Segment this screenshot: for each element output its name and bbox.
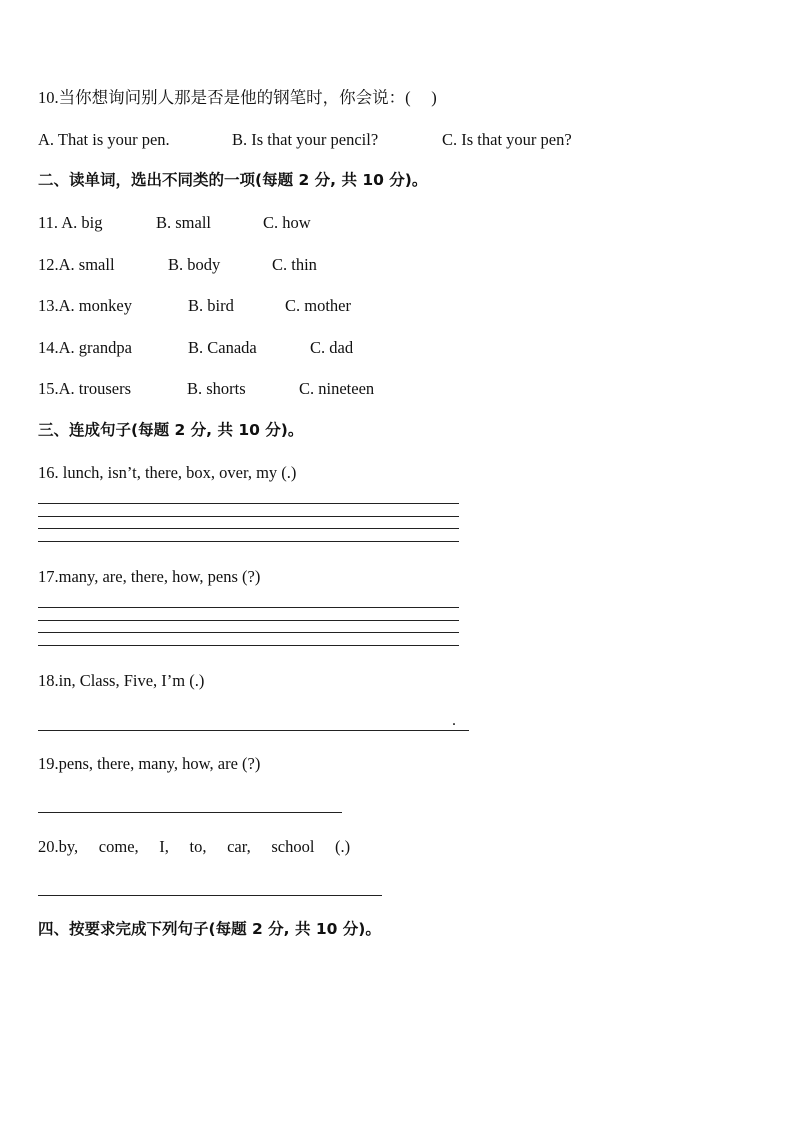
question-13-option-a: 13.A. monkey xyxy=(38,296,132,315)
answer-line xyxy=(38,503,459,504)
question-12-option-c: C. thin xyxy=(272,255,317,274)
question-17-words: 17.many, are, there, how, pens (?) xyxy=(38,567,261,586)
question-14 xyxy=(38,337,738,359)
answer-line xyxy=(38,541,459,542)
question-11-option-b: B. small xyxy=(156,213,212,232)
option-a: A. That is your pen. xyxy=(38,130,170,149)
question-14-option-c: C. dad xyxy=(310,338,354,357)
question-10-stem: 10.当你想询问别人那是否是他的钢笔时，你会说：( ) xyxy=(38,88,437,107)
section-2-heading: 二、读单词，选出不同类的一项(每题 2 分, 共 10 分)。 xyxy=(38,171,428,189)
question-12 xyxy=(38,254,738,276)
answer-line xyxy=(38,812,342,813)
question-13-option-c: C. mother xyxy=(285,296,351,315)
answer-line xyxy=(38,632,459,633)
question-10-options xyxy=(38,129,738,151)
question-19-words: 19.pens, there, many, how, are (?) xyxy=(38,754,261,773)
answer-line xyxy=(38,528,459,529)
question-14-option-b: B. Canada xyxy=(188,338,257,357)
question-11-option-a: 11. A. big xyxy=(38,213,103,232)
question-12-option-b: B. body xyxy=(168,255,221,274)
question-11 xyxy=(38,212,738,234)
sentence-period: . xyxy=(452,712,456,729)
question-16-words: 16. lunch, isn’t, there, box, over, my (.) xyxy=(38,463,297,482)
question-15-option-a: 15.A. trousers xyxy=(38,379,132,398)
section-4-heading: 四、按要求完成下列句子(每题 2 分, 共 10 分)。 xyxy=(38,920,381,938)
answer-line xyxy=(38,645,459,646)
answer-line xyxy=(38,516,459,517)
answer-line xyxy=(38,620,459,621)
question-13 xyxy=(38,295,738,317)
answer-line xyxy=(38,607,459,608)
question-15-option-c: C. nineteen xyxy=(299,379,375,398)
option-c: C. Is that your pen? xyxy=(442,130,572,149)
question-20-words: 20.by, come, I, to, car, school (.) xyxy=(38,837,351,856)
question-11-option-c: C. how xyxy=(263,213,311,232)
question-15 xyxy=(38,378,738,400)
question-18-words: 18.in, Class, Five, I’m (.) xyxy=(38,671,205,690)
section-3-heading: 三、连成句子(每题 2 分, 共 10 分)。 xyxy=(38,421,304,439)
question-15-option-b: B. shorts xyxy=(187,379,246,398)
option-b: B. Is that your pencil? xyxy=(232,130,379,149)
question-14-option-a: 14.A. grandpa xyxy=(38,338,132,357)
answer-line xyxy=(38,730,469,731)
answer-line xyxy=(38,895,382,896)
question-12-option-a: 12.A. small xyxy=(38,255,115,274)
question-13-option-b: B. bird xyxy=(188,296,234,315)
